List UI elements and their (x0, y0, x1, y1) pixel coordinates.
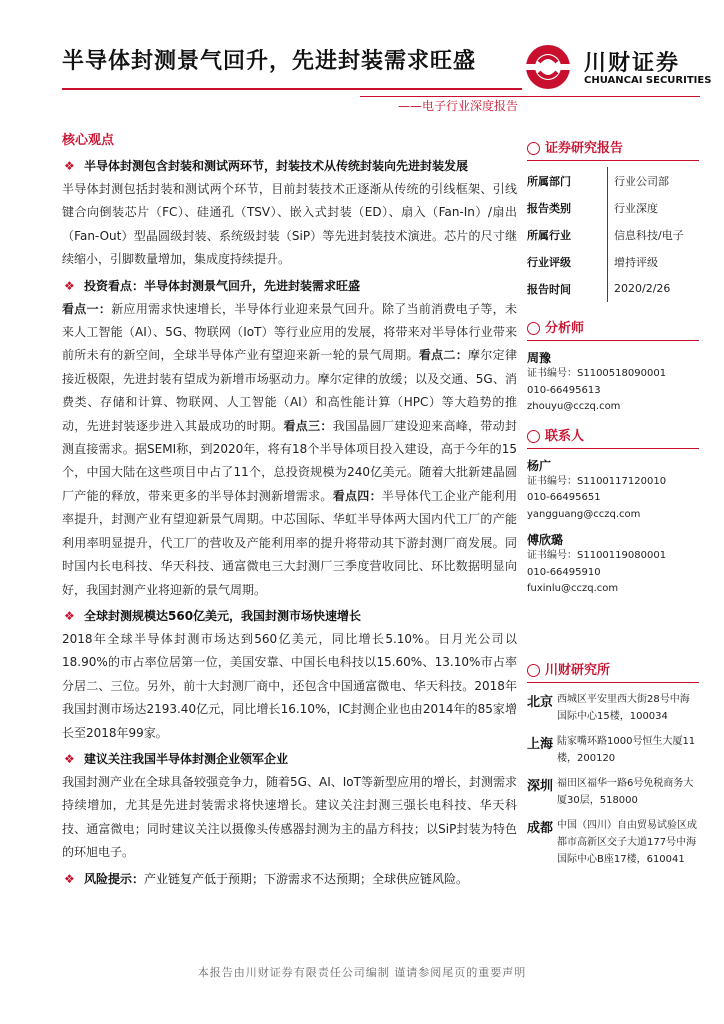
table-row (527, 275, 684, 302)
bullet-risk (62, 867, 517, 891)
point-one-text: 新应用需求快速增长，半导体行业迎来景气回升。除了当前消费电子等，未来人工智能（AI）、5G、物联网（IoT）等行业应用的发展，将带来对半导体行业带来前所未有的新空间，全球半导体产业有望迎来新一轮的景气周期。 (62, 301, 517, 363)
bullet-investment-points (62, 274, 517, 298)
bullet-text: 建议关注我国半导体封测企业领军企业 (84, 751, 289, 766)
institute-heading (527, 660, 699, 683)
office-item (527, 817, 699, 868)
point-one-label: 看点一： (62, 301, 112, 316)
contact-email[interactable]: fuxinlu@cczq.com (527, 583, 619, 594)
point-three-label: 看点三： (283, 418, 333, 433)
sidebar (527, 138, 699, 868)
paragraph-market: 2018年全球半导体封测市场达到560亿美元，同比增长5.10%。日月光公司以18.90%的市占率位居第一位，美国安靠、中国长电科技以15.60%、13.10%市占率分居二、三位。另外，前十大封测厂商中，还包含中国通富微电、华天科技。2018年我国封测市场达2193.40亿元，同比增长16.10%，IC封测企业也由2014年的85家增长至2018年99家。 (62, 631, 517, 740)
core-views-heading: 核心观点 (62, 133, 115, 148)
analyst-phone: 010-66495613 (527, 384, 601, 396)
logo-chinese-name: 川财证券 (584, 51, 681, 76)
analyst-title: 分析师 (545, 321, 585, 336)
contact-email[interactable]: yangguang@cczq.com (527, 508, 641, 520)
bullet-recommendation (62, 747, 517, 771)
office-address: 西城区平安里西大街28号中海国际中心15楼，100034 (557, 693, 690, 722)
office-city: 上海 (527, 736, 554, 752)
diamond-bullet-icon: ❖ (64, 159, 75, 173)
circle-mark-icon (527, 430, 540, 443)
institute-title: 川财研究所 (545, 662, 611, 678)
bullet-packaging-testing (62, 154, 517, 178)
chuancai-logo-icon (522, 42, 576, 92)
office-city: 北京 (527, 694, 554, 710)
risk-text: 产业链复产低于预期；下游需求不达预期；全球供应链风险。 (144, 871, 469, 886)
info-value: 增持评级 (608, 248, 684, 275)
info-value: 行业深度 (608, 194, 684, 221)
contact-name: 杨广 (527, 458, 552, 473)
point-two-label: 看点二： (418, 348, 469, 363)
report-info-title: 证券研究报告 (545, 141, 624, 156)
office-city: 深圳 (527, 778, 554, 794)
office-item (527, 733, 699, 767)
header-rule (62, 88, 522, 90)
circle-mark-icon (527, 664, 540, 677)
info-value: 2020/2/26 (608, 275, 684, 302)
office-address: 陆家嘴环路1000号恒生大厦11楼，200120 (557, 735, 696, 764)
info-key: 所属部门 (527, 174, 571, 188)
company-logo (522, 42, 712, 92)
paragraph-recommendation: 我国封测产业在全球具备较强竞争力，随着5G、AI、IoT等新型应用的增长，封测需求持续增加，尤其是先进封装需求将快速增长。建议关注封测三强长电科技、华天科技、通富微电；同时建议关注以摄像头传感器封测为主的晶方科技；以SiP封装为特色的环旭电子。 (62, 774, 517, 860)
point-four-text: 半导体代工企业产能利用率提升，封测产业有望迎新景气周期。中芯国际、华虹半导体两大国内代工厂的产能利用率明显提升，代工厂的营收及产能利用率的提升将带动其下游封测厂商发展。同时国内长电科技、华天科技、通富微电三大封测厂三季度营收同比、环比数据明显向好，我国封测产业将迎新的景气周期。 (62, 488, 517, 597)
contact-cert: 证书编号：S1100117120010 (527, 475, 667, 487)
bullet-text: 全球封测规模达560亿美元，我国封测市场快速增长 (84, 608, 362, 623)
point-three-text: 我国晶圆厂建设迎来高峰，带动封测直接需求。据SEMI称，到2020年，将有18个半导体项目投入建设，高于今年的15个，中国大陆在这些项目中占了11个，总投资规模为240亿美元。随着大批新建晶圆厂产能的释放，带来更多的半导体封测新增需求。 (62, 418, 517, 503)
office-item (527, 775, 699, 809)
logo-english-name: CHUANCAI SECURITIES (584, 75, 712, 86)
info-key: 行业评级 (527, 255, 571, 269)
info-value: 行业公司部 (608, 167, 684, 194)
risk-label: 风险提示： (84, 871, 145, 886)
report-info-heading (527, 138, 699, 161)
info-value: 信息科技/电子 (608, 221, 684, 248)
contact-cert: 证书编号：S1100119080001 (527, 550, 667, 561)
core-views-section (62, 130, 517, 891)
page-title: 半导体封测景气回升，先进封装需求旺盛 (62, 49, 477, 74)
info-key: 报告类别 (527, 201, 571, 215)
info-key: 所属行业 (527, 228, 571, 242)
diamond-bullet-icon: ❖ (64, 608, 75, 623)
table-row (527, 248, 684, 275)
report-info-table (527, 167, 684, 302)
analyst-cert: 证书编号：S1100518090001 (527, 368, 667, 379)
table-row (527, 194, 684, 221)
diamond-bullet-icon: ❖ (64, 278, 75, 293)
info-key: 报告时间 (527, 282, 571, 296)
contact-phone: 010-66495910 (527, 566, 601, 578)
analyst-name: 周豫 (527, 351, 552, 365)
analyst-heading (527, 318, 699, 341)
page-footer: 本报告由川财证券有限责任公司编制 谨请参阅尾页的重要声明 (197, 966, 527, 979)
circle-mark-icon (527, 322, 540, 335)
point-two-text: 摩尔定律接近极限，先进封装有望成为新增市场驱动力。摩尔定律的放缓；以及交通、5G、消费类、存储和计算、物联网、人工智能（AI）和高性能计算（HPC）等大趋势的推动，先进封装逐步进入其最成功的时期。 (62, 348, 517, 433)
paragraph-packaging: 半导体封测包括封装和测试两个环节，目前封装技术正逐渐从传统的引线框架、引线键合向倒装芯片（FC）、硅通孔（TSV）、嵌入式封装（ED）、扇入（Fan-In）/扇出（Fan-Out）型晶圆级封装、系统级封装（SiP）等先进封装技术演进。芯片的尺寸继续缩小，引脚数量增加，集成度持续提升。 (62, 182, 517, 267)
bullet-text: 投资看点：半导体封测景气回升，先进封装需求旺盛 (84, 278, 361, 293)
office-address: 福田区福华一路6号免税商务大厦30层，518000 (557, 777, 694, 806)
contact-phone: 010-66495651 (527, 492, 601, 503)
point-four-label: 看点四： (332, 488, 382, 503)
contacts-heading (527, 426, 699, 449)
diamond-bullet-icon: ❖ (64, 751, 75, 766)
paragraph-investment (62, 298, 517, 602)
office-address: 中国（四川）自由贸易试验区成都市高新区交子大道177号中海国际中心B座17楼，610041 (557, 819, 697, 865)
table-row (527, 167, 684, 194)
analyst-email[interactable]: zhouyu@cczq.com (527, 401, 621, 412)
contacts-title: 联系人 (545, 428, 585, 444)
office-city: 成都 (527, 820, 554, 836)
office-item (527, 691, 699, 725)
table-row (527, 221, 684, 248)
bullet-global-market (62, 604, 517, 628)
report-subtitle: ——电子行业深度报告 (398, 99, 519, 113)
bullet-text: 半导体封测包含封装和测试两环节，封装技术从传统封装向先进封装发展 (84, 159, 469, 173)
circle-mark-icon (527, 142, 540, 155)
diamond-bullet-icon: ❖ (64, 871, 75, 886)
contact-name: 傅欣璐 (527, 533, 564, 547)
